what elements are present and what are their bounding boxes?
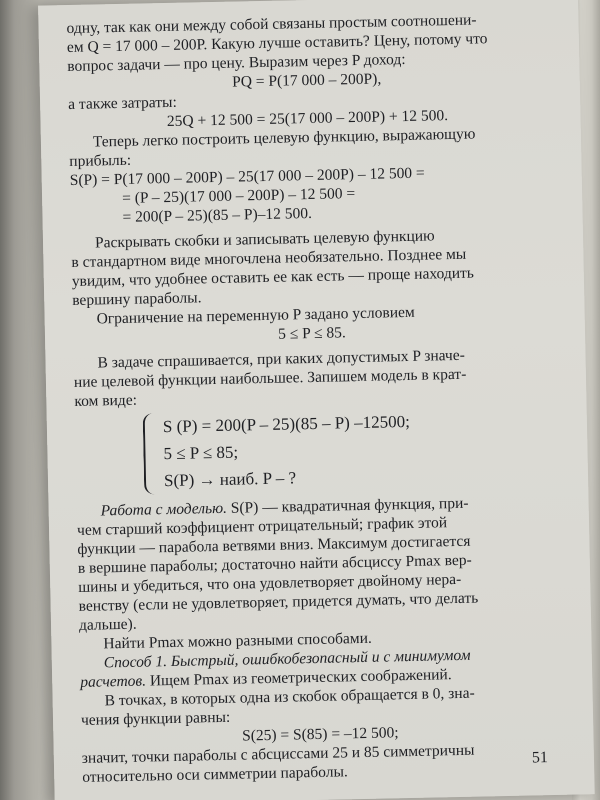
system-line: S (P) = 200(P – 25)(85 – P) –12500;: [162, 411, 411, 437]
book-page: [38, 0, 595, 800]
text-line: прибыль:: [69, 151, 132, 171]
text-line: ем Q = 17 000 – 200P. Какую лучше оставить? Цену, потому что: [66, 30, 488, 57]
text-line: в стандартном виде многочлена необязательно. Позднее мы: [71, 245, 467, 272]
text-line: вопрос задачи — про цену. Выразим через P доход:: [67, 50, 406, 76]
system-line: S(P) → наиб. P – ?: [163, 468, 297, 491]
text-line: чем старший коэффициент отрицательный; график этой: [76, 514, 448, 539]
text-line: значит, точки параболы с абсциссами 25 и 85 симметричны: [81, 741, 475, 767]
text-line: ние целевой функции наибольшее. Запишем модель в крат-: [73, 365, 467, 391]
text-line: дальше).: [78, 615, 137, 634]
page-number: 51: [531, 749, 549, 767]
text-line: увидим, что удобнее оставить ее как есть — проще находить: [71, 264, 475, 291]
formula-revenue: PQ = P(17 000 – 200P),: [231, 70, 382, 91]
text-line: чения функции равны:: [80, 708, 231, 729]
text-line: Теперь легко построить целевую функцию, выражающую: [92, 125, 476, 151]
text-line: ком виде:: [74, 391, 138, 410]
curly-brace-icon: [143, 413, 161, 494]
text-line: Способ 1. Быстрый, ошибкобезопасный и с минимумом: [103, 646, 471, 672]
text-line: одну, так как они между собой связаны простым соотношени-: [66, 11, 477, 38]
text-line: В точках, в которых одна из скобок обращается в 0, зна-: [104, 684, 475, 710]
text-line: шины и убедиться, что она удовлетворяет двойному нера-: [78, 570, 462, 596]
text-span: Ищем Pmax из геометрических соображений.: [145, 666, 452, 690]
text-line: Раскрывать скобки и записывать целевую функцию: [94, 227, 435, 252]
text-line: а также затраты:: [67, 93, 177, 114]
text-line: венству (если не удовлетворяет, придется думать, что делать: [78, 589, 479, 615]
italic-span: расчетов.: [80, 672, 147, 691]
text-span: S(P) — квадратичная функция, при-: [226, 494, 469, 517]
formula-costs: 25Q + 12 500 = 25(17 000 – 200P) + 12 500.: [166, 107, 449, 130]
formula-profit-1: S(P) = P(17 000 – 200P) – 25(17 000 – 200P) – 12 500 =: [69, 164, 425, 190]
page-text: [66, 9, 560, 787]
text-line: в вершине параболы; достаточно найти абсциссу Pmax вер-: [77, 551, 472, 577]
text-line: относительно оси симметрии параболы.: [82, 763, 348, 786]
formula-constraint: 5 ≤ P ≤ 85.: [277, 324, 346, 343]
text-line: В задаче спрашивается, при каких допустимых P значе-: [97, 346, 465, 372]
formula-profit-3: = 200(P – 25)(85 – P)–12 500.: [122, 204, 313, 226]
formula-values: S(25) = S(85) = –12 500;: [241, 724, 399, 745]
text-line: функции — парабола ветвями вниз. Максимум достигается: [77, 532, 471, 558]
system-line: 5 ≤ P ≤ 85;: [163, 442, 239, 464]
formula-profit-2: = (P – 25)(17 000 – 200P) – 12 500 =: [121, 185, 356, 207]
italic-heading: Работа с моделью.: [100, 499, 228, 520]
text-line: вершину параболы.: [72, 289, 202, 310]
model-system: [143, 405, 555, 495]
text-line: Ограничение на переменную P задано условием: [96, 303, 415, 328]
text-line: Найти Pmax можно разными способами.: [103, 629, 372, 653]
